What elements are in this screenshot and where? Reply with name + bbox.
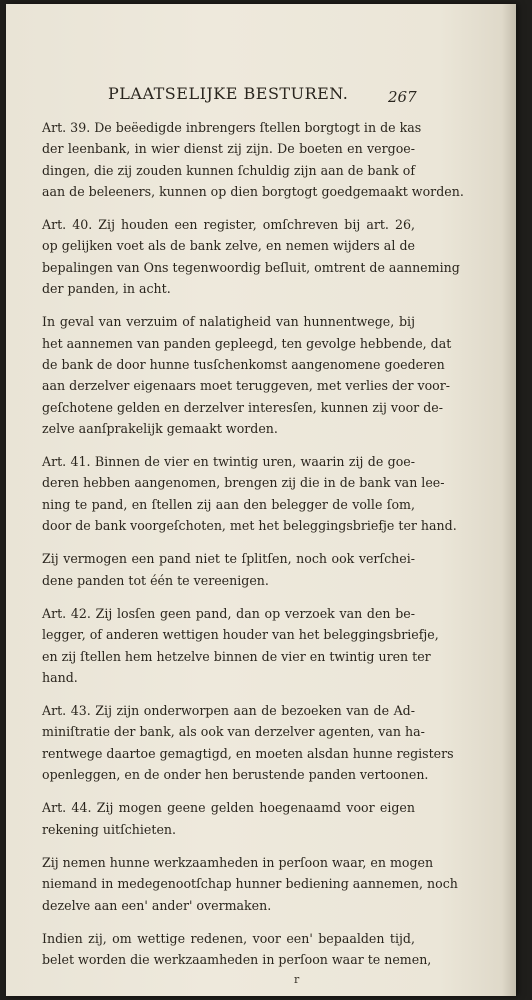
text-line: dingen, die zij zouden kunnen ſchuldig zijn aan de bank of xyxy=(42,162,415,178)
text-line: Indien zij, om wettige redenen, voor een' bepaalden tijd, xyxy=(42,930,415,946)
page-edge-shadow xyxy=(502,4,516,996)
text-line: miniſtratie der bank, als ook van derzelver agenten, van ha- xyxy=(42,724,425,740)
body-text xyxy=(42,117,464,982)
text-line: Art. 43. Zij zijn onderworpen aan de bezoeken van de Ad- xyxy=(42,703,415,719)
text-line: Art. 44. Zij mogen geene gelden hoegenaamd voor eigen xyxy=(42,800,415,816)
text-line: op gelijken voet als de bank zelve, en nemen wijders al de xyxy=(42,238,415,254)
text-line: rekening uitſchieten. xyxy=(42,821,177,837)
text-line: geſchotene gelden en derzelver interesſen, kunnen zij voor de- xyxy=(42,399,443,415)
text-line: Zij vermogen een pand niet te ſplitſen, noch ook verſchei- xyxy=(42,551,415,567)
text-line: deren hebben aangenomen, brengen zij die in de bank van lee- xyxy=(42,475,445,491)
paragraph xyxy=(42,451,457,536)
text-line: rentwege daartoe gemagtigd, en moeten alsdan hunne registers xyxy=(42,745,454,761)
text-line: Art. 40. Zij houden een register, omſchreven bij art. 26, xyxy=(42,217,415,233)
text-line: zelve aanſprakelijk gemaakt worden. xyxy=(42,420,278,436)
text-line: dene panden tot één te vereenigen. xyxy=(42,572,269,588)
text-line: aan derzelver eigenaars moet teruggeven, met verlies der voor- xyxy=(42,378,451,394)
text-line: belet worden die werkzaamheden in perſoon waar te nemen, xyxy=(42,952,432,968)
text-line: Art. 42. Zij losſen geen pand, dan op verzoek van den be- xyxy=(42,605,415,621)
paragraph xyxy=(42,928,432,971)
paragraph xyxy=(42,797,415,840)
text-line: door de bank voorgeſchoten, met het beleggingsbriefje ter hand. xyxy=(42,518,457,534)
text-line: ning te pand, en ſtellen zij aan den belegger de volle ſom, xyxy=(42,496,415,512)
page-number: 267 xyxy=(388,88,417,106)
paragraph xyxy=(42,852,458,916)
paragraph xyxy=(42,214,460,299)
footer-mark: r xyxy=(294,973,300,986)
paragraph xyxy=(42,548,415,591)
text-line: hand. xyxy=(42,669,78,685)
text-line: de bank de door hunne tusſchenkomst aangenomene goederen xyxy=(42,356,445,372)
text-line: Art. 41. Binnen de vier en twintig uren, waarin zij de goe- xyxy=(42,454,415,470)
page-header xyxy=(108,84,418,103)
text-line: Zij nemen hunne werkzaamheden in perſoon waar, en mogen xyxy=(42,854,434,870)
text-line: dezelve aan een' ander' overmaken. xyxy=(42,897,272,913)
text-line: In geval van verzuim of nalatigheid van hunnentwege, bij xyxy=(42,314,415,330)
text-line: der leenbank, in wier dienst zij zijn. De boeten en vergoe- xyxy=(42,141,415,157)
text-line: Art. 39. De beëedigde inbrengers ſtellen borgtogt in de kas xyxy=(42,120,422,135)
text-line: openleggen, en de onder hen berustende panden vertoonen. xyxy=(42,767,429,783)
text-line: het aannemen van panden gepleegd, ten gevolge hebbende, dat xyxy=(42,335,452,351)
paragraph xyxy=(42,117,464,202)
text-line: aan de beleeners, kunnen op dien borgtogt goedgemaakt worden. xyxy=(42,183,464,199)
text-line: der panden, in acht. xyxy=(42,281,171,297)
text-line: niemand in medegenootſchap hunner bediening aannemen, noch xyxy=(42,876,458,892)
paragraph xyxy=(42,603,439,688)
paragraph xyxy=(42,311,452,439)
running-title: PLAATSELIJKE BESTUREN. xyxy=(108,84,349,103)
text-line: en zij ſtellen hem hetzelve binnen de vier en twintig uren ter xyxy=(42,648,431,664)
paragraph xyxy=(42,700,454,785)
text-line: legger, of anderen wettigen houder van het beleggingsbriefje, xyxy=(42,627,439,643)
text-line: bepalingen van Ons tegenwoordig beſluit, omtrent de aanneming xyxy=(42,259,460,275)
